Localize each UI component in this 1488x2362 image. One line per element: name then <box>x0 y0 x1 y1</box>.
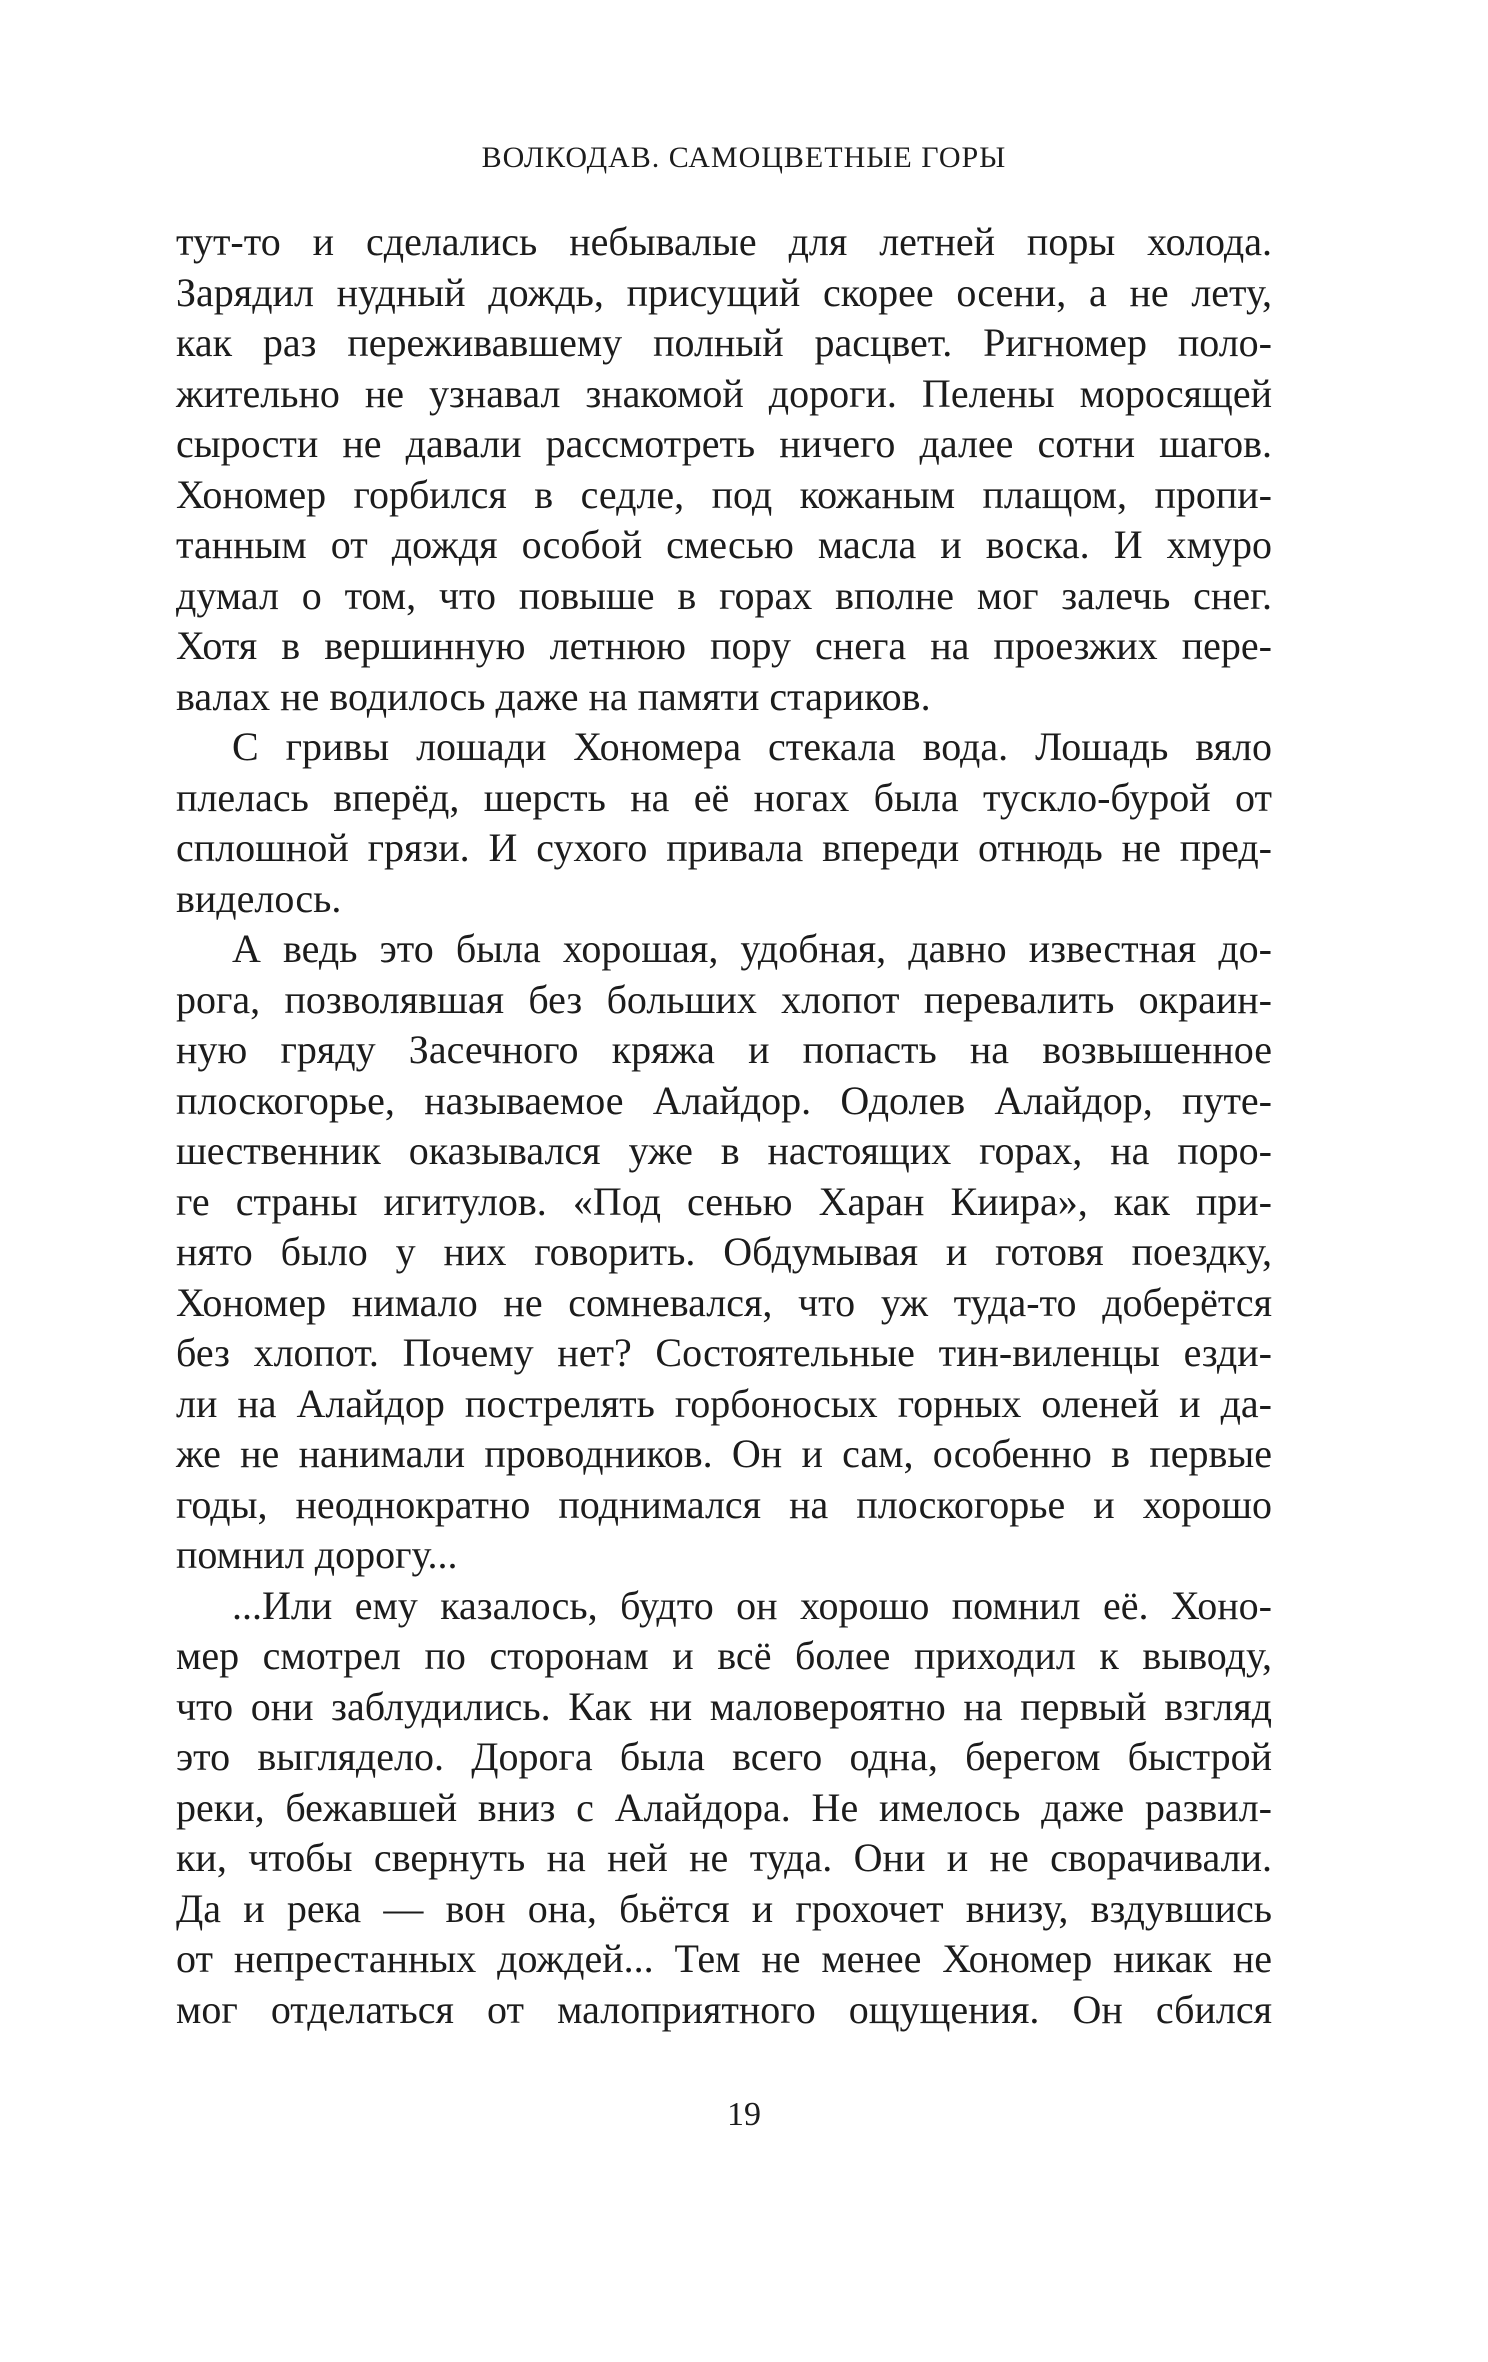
paragraph-first-line: А ведь это была хорошая, удобная, давно известная до- <box>232 926 1272 971</box>
text-line: что они заблудились. Как ни маловероятно на первый взгляд <box>176 1683 1272 1729</box>
body-text <box>176 217 1272 2035</box>
text-line: Хономер нимало не сомневался, что уж туда-то доберётся <box>176 1279 1272 1325</box>
text-line: помнил дорогу... <box>176 1532 458 1577</box>
text-line: шественник оказывался уже в настоящих горах, на поро- <box>176 1128 1272 1173</box>
text-line: жительно не узнавал знакомой дороги. Пелены моросящей <box>176 370 1272 416</box>
text-line: ге страны игитулов. «Под сенью Харан Киира», как при- <box>176 1178 1272 1224</box>
text-line: танным от дождя особой смесью масла и воска. И хмуро <box>176 522 1272 567</box>
paragraph-first-line: ...Или ему казалось, будто он хорошо помнил её. Хоно- <box>232 1582 1272 1628</box>
text-line: Да и река — вон она, бьётся и грохочет внизу, вздувшись <box>176 1885 1272 1931</box>
text-line: ную гряду Засечного кряжа и попасть на возвышенное <box>176 1027 1272 1072</box>
text-line: думал о том, что повыше в горах вполне мог залечь снег. <box>176 572 1272 618</box>
text-line: это выглядело. Дорога была всего одна, берегом быстрой <box>176 1734 1272 1779</box>
text-line: от непрестанных дождей... Тем не менее Хономер никак не <box>176 1936 1272 1981</box>
text-line: валах не водилось даже на памяти стариков. <box>176 673 931 719</box>
text-line: сырости не давали рассмотреть ничего далее сотни шагов. <box>176 421 1272 466</box>
text-line: же не нанимали проводников. Он и сам, особенно в первые <box>176 1431 1272 1476</box>
text-line: ки, чтобы свернуть на ней не туда. Они и не сворачивали. <box>176 1835 1272 1880</box>
text-line: как раз переживавшему полный расцвет. Ригномер поло- <box>176 320 1272 365</box>
paragraph-first-line: С гривы лошади Хономера стекала вода. Лошадь вяло <box>232 724 1272 769</box>
text-line: плоскогорье, называемое Алайдор. Одолев Алайдор, путе- <box>176 1077 1272 1123</box>
text-line: годы, неоднократно поднимался на плоскогорье и хорошо <box>176 1481 1272 1527</box>
text-line: нято было у них говорить. Обдумывая и готовя поездку, <box>176 1229 1272 1274</box>
text-line: реки, бежавшей вниз с Алайдора. Не имелось даже развил- <box>176 1784 1272 1830</box>
text-line: виделось. <box>176 875 342 921</box>
text-line: без хлопот. Почему нет? Состоятельные тин-виленцы езди- <box>176 1330 1272 1375</box>
text-line: Хономер горбился в седле, под кожаным плащом, пропи- <box>176 471 1272 517</box>
text-line: мог отделаться от малоприятного ощущения. Он сбился <box>176 1986 1272 2032</box>
text-line: рога, позволявшая без больших хлопот перевалить окраин- <box>176 976 1272 1022</box>
text-line: тут-то и сделались небывалые для летней поры холода. <box>176 219 1272 264</box>
text-line: Хотя в вершинную летнюю пору снега на проезжих пере- <box>176 623 1272 668</box>
text-line: мер смотрел по сторонам и всё более приходил к выводу, <box>176 1633 1272 1678</box>
page-number: 19 <box>727 2096 761 2133</box>
text-line: плелась вперёд, шерсть на её ногах была тускло-бурой от <box>176 774 1272 820</box>
text-line: Зарядил нудный дождь, присущий скорее осени, а не лету, <box>176 269 1272 315</box>
text-line: ли на Алайдор пострелять горбоносых горных оленей и да- <box>176 1380 1272 1426</box>
text-line: сплошной грязи. И сухого привала впереди отнюдь не пред- <box>176 825 1272 870</box>
running-header: ВОЛКОДАВ. САМОЦВЕТНЫЕ ГОРЫ <box>481 141 1007 174</box>
